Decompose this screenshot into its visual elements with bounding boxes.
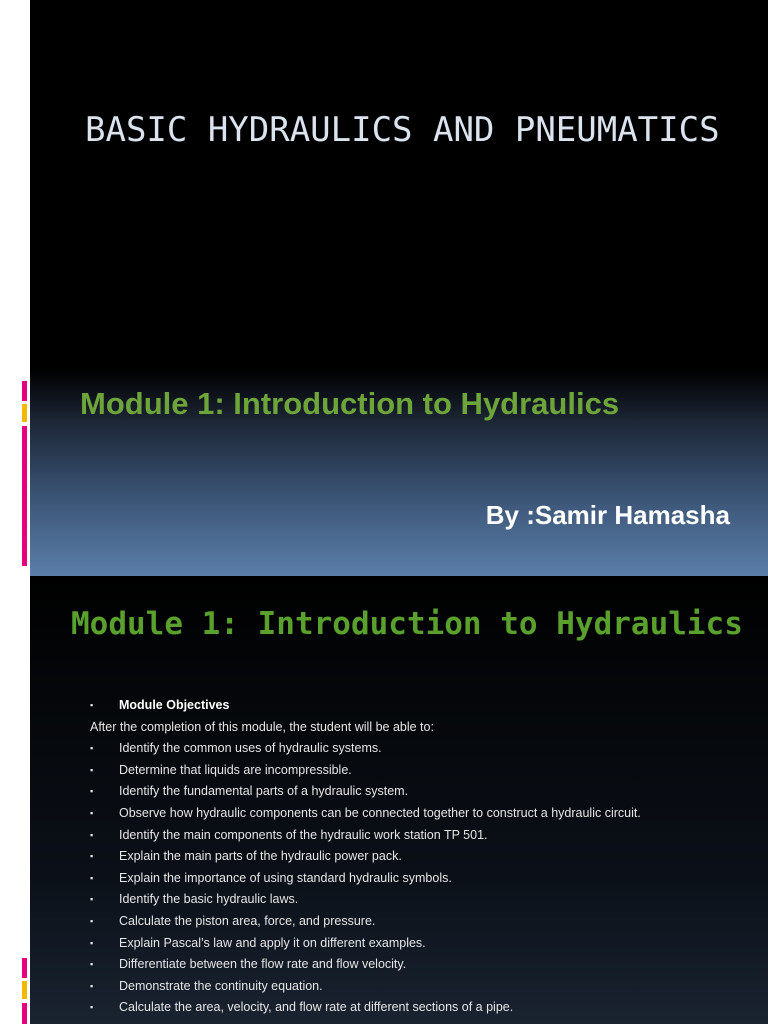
bullet-icon: ▪ (90, 829, 94, 840)
accent-bar (22, 1003, 27, 1024)
title-slide (30, 0, 768, 576)
objectives-heading: Module Objectives (119, 698, 230, 712)
slide-title: Module 1: Introduction to Hydraulics (71, 606, 743, 642)
objectives-slide (30, 576, 768, 1024)
list-item (90, 695, 760, 717)
list-item (90, 738, 760, 760)
objectives-intro: After the completion of this module, the student will be able to: (90, 719, 434, 734)
list-item (90, 954, 760, 976)
bullet-icon: ▪ (90, 959, 94, 970)
objective-text: Identify the fundamental parts of a hydraulic system. (119, 784, 409, 799)
bullet-icon: ▪ (90, 915, 94, 926)
objective-text: Demonstrate the continuity equation. (119, 978, 323, 993)
objective-text: Identify the common uses of hydraulic systems. (119, 741, 382, 756)
bullet-icon: ▪ (90, 872, 94, 883)
bullet-icon: ▪ (90, 1002, 94, 1013)
list-item (90, 803, 760, 825)
objective-text: Explain the main parts of the hydraulic power pack. (119, 849, 402, 864)
objective-text: Observe how hydraulic components can be connected together to construct a hydraulic circuit. (119, 805, 641, 820)
bullet-icon: ▪ (90, 764, 94, 775)
bullet-icon: ▪ (90, 894, 94, 905)
objective-text: Explain the importance of using standard hydraulic symbols. (119, 870, 452, 885)
list-item (90, 997, 760, 1019)
objective-text: Calculate the piston area, force, and pressure. (119, 913, 376, 928)
bullet-icon: ▪ (90, 700, 94, 710)
list-item (90, 717, 760, 739)
list-item (90, 868, 760, 890)
accent-bar (22, 404, 27, 422)
list-item (90, 825, 760, 847)
module-subtitle: Module 1: Introduction to Hydraulics (80, 386, 620, 421)
list-item (90, 846, 760, 868)
bullet-icon: ▪ (90, 980, 94, 991)
bullet-icon: ▪ (90, 743, 94, 754)
list-item (90, 781, 760, 803)
objective-text: Differentiate between the flow rate and flow velocity. (119, 957, 407, 972)
objective-text: Calculate the area, velocity, and flow rate at different sections of a pipe. (119, 1000, 514, 1015)
objective-text: Explain Pascal’s law and apply it on different examples. (119, 935, 426, 950)
slide-marker (18, 634, 21, 662)
accent-bar (22, 958, 27, 978)
list-item (90, 911, 760, 933)
objective-text: Identify the basic hydraulic laws. (119, 892, 299, 907)
objective-text: Identify the main components of the hydraulic work station TP 501. (119, 827, 488, 842)
bullet-icon: ▪ (90, 807, 94, 818)
objectives-list (90, 695, 760, 1019)
author-label: By :Samir Hamasha (485, 500, 730, 530)
bullet-icon: ▪ (90, 786, 94, 797)
bullet-icon: ▪ (90, 937, 94, 948)
list-item (90, 889, 760, 911)
list-item (90, 976, 760, 998)
slide-marker (24, 634, 30, 662)
accent-bar (22, 426, 27, 566)
accent-bar (22, 981, 27, 999)
slide-marker (18, 58, 21, 86)
list-item (90, 760, 760, 782)
accent-bar (22, 381, 27, 401)
slide-marker (24, 58, 30, 86)
bullet-icon: ▪ (90, 851, 94, 862)
list-item (90, 933, 760, 955)
objective-text: Determine that liquids are incompressible. (119, 762, 352, 777)
presentation-title: BASIC HYDRAULICS AND PNEUMATICS (85, 110, 720, 150)
